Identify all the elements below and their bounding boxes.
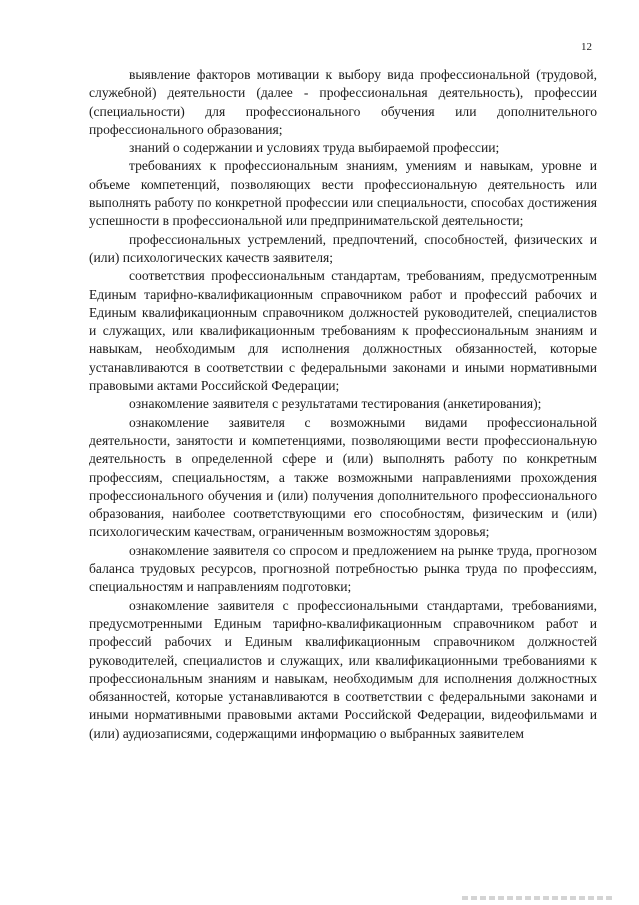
paragraph-test-results: ознакомление заявителя с результатами тестирования (анкетирования); bbox=[129, 396, 542, 412]
paragraph-motivation-factors: выявление факторов мотивации к выбору вида профессиональной (трудовой, служебной) деятельности (далее - профессиональная деятельность), профессии (специальности) для профессионального обучения или дополнительного профессионального образования; bbox=[89, 67, 597, 137]
paragraph-aspirations: профессиональных устремлений, предпочтений, способностей, физических и (или) психологических качеств заявителя; bbox=[89, 231, 597, 265]
paragraph-work-conditions: знаний о содержании и условиях труда выбираемой профессии; bbox=[129, 140, 500, 156]
page-number: 12 bbox=[581, 41, 592, 53]
paragraph-standards-compliance: соответствия профессиональным стандартам, требованиям, предусмотренным Единым тарифно-квалификационным справочником работ и профессий рабочих и Единым квалификационным справочником должностей руководителей, специалистов и служащих, или квалификационным требованиям к профессиональным знаниям и навыкам, необходимым для исполнения должностных обязанностей, которые устанавливаются в соответствии с федеральными законами и иными нормативными правовыми актами Российской Федерации; bbox=[89, 268, 597, 394]
paragraph-skill-requirements: требованиях к профессиональным знаниям, умениям и навыкам, уровне и объеме компетенций, позволяющих вести профессиональную деятельность или выполнять работу по конкретной профессии или специальности, способах достижения успешности в профессиональной или предпринимательской деятельности; bbox=[89, 158, 597, 229]
document-body bbox=[89, 66, 597, 743]
footer-scan-mark bbox=[462, 896, 612, 900]
paragraph-professional-standards: ознакомление заявителя с профессиональными стандартами, требованиями, предусмотренными Единым тарифно-квалификационным справочником работ и профессий рабочих и Единым квалификационным справочником должностей руководителей, специалистов и служащих, или квалификационными требованиями к профессиональным знаниям и навыкам, необходимым для исполнения должностных обязанностей, которые устанавливаются в соответствии с федеральными законами и иными нормативными правовыми актами Российской Федерации, видеофильмами и (или) аудиозаписями, содержащими информацию о выбранных заявителем bbox=[89, 597, 597, 741]
paragraph-labor-market: ознакомление заявителя со спросом и предложением на рынке труда, прогнозом баланса трудовых ресурсов, прогнозной потребностью рынка труда по профессиям, специальностям и направлениям подготовки; bbox=[89, 542, 597, 595]
paragraph-activity-types: ознакомление заявителя с возможными видами профессиональной деятельности, занятости и компетенциями, позволяющими вести профессиональную деятельность в определенной сфере и (или) выполнять работу по конкретным профессиям, специальностям, а также возможными направлениями прохождения профессионального обучения и (или) получения дополнительного профессионального образования, наиболее соответствующими его способностям, физическим и (или) психологическим качествам, ограниченным возможностям здоровья; bbox=[89, 414, 597, 540]
